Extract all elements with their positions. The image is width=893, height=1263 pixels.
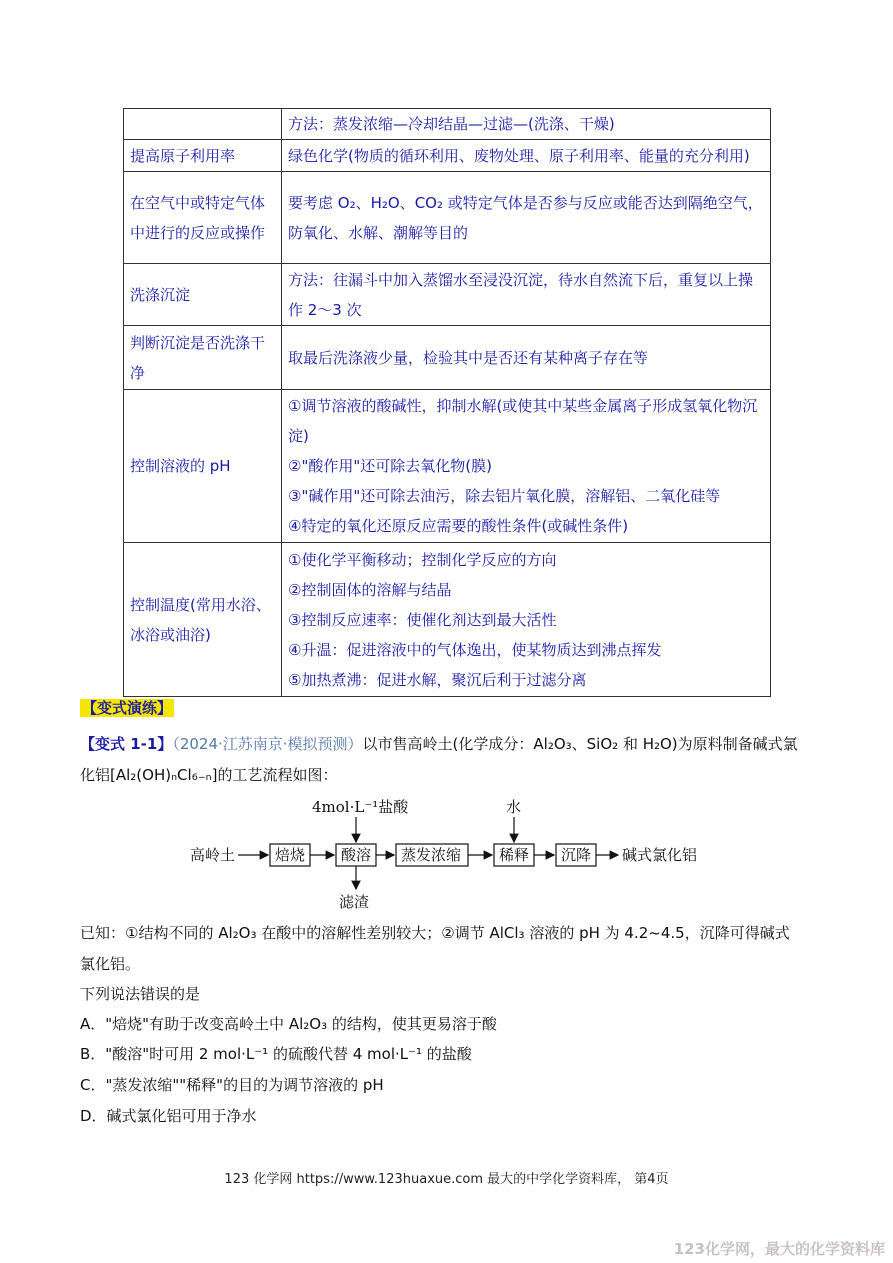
row-content: 绿色化学(物质的循环利用、废物处理、原子利用率、能量的充分利用) [282, 140, 771, 172]
step-dilute: 稀释 [499, 846, 530, 864]
water-input: 水 [506, 798, 522, 816]
acid-input: 4mol·L⁻¹盐酸 [312, 798, 409, 816]
watermark: 123化学网，最大的化学资料库 [673, 1240, 885, 1258]
row-content: 要考虑 O₂、H₂O、CO₂ 或特定气体是否参与反应或能否达到隔绝空气，防氧化、水解、潮解等目的 [282, 172, 771, 264]
row-label: 控制温度(常用水浴、冰浴或油浴) [124, 543, 282, 697]
step-settle: 沉降 [561, 846, 592, 864]
row-content: 方法：往漏斗中加入蒸馏水至浸没沉淀，待水自然流下后，重复以上操作 2～3 次 [282, 264, 771, 326]
question-intro-a: 以市售高岭土(化学成分：Al₂O₃、SiO₂ 和 H₂O)为原料制备碱式氯 [362, 735, 798, 753]
step-evap: 蒸发浓缩 [401, 846, 462, 864]
row-label: 判断沉淀是否洗涤干净 [124, 326, 282, 390]
option-c[interactable]: C．"蒸发浓缩""稀释"的目的为调节溶液的 pH [80, 1076, 384, 1094]
row-label: 在空气中或特定气体中进行的反应或操作 [124, 172, 282, 264]
page-footer: 123 化学网 https://www.123huaxue.com 最大的中学化学资料库， 第4页 [224, 1172, 669, 1187]
table-row [124, 390, 771, 543]
summary-table [123, 108, 771, 697]
option-b[interactable]: B．"酸溶"时可用 2 mol·L⁻¹ 的硫酸代替 4 mol·L⁻¹ 的盐酸 [80, 1045, 472, 1063]
table-row [124, 326, 771, 390]
row-label: 提高原子利用率 [124, 140, 282, 172]
table-row [124, 543, 771, 697]
section-title: 【变式演练】 [82, 699, 173, 717]
table-row [124, 109, 771, 140]
table-row [124, 172, 771, 264]
question-intro-b: 化铝[Al₂(OH)ₙCl₆₋ₙ]的工艺流程如图： [80, 766, 338, 784]
known-line-a: 已知：①结构不同的 Al₂O₃ 在酸中的溶解性差别较大；②调节 AlCl₃ 溶液的 pH 为 4.2~4.5，沉降可得碱式 [80, 924, 790, 942]
row-label [124, 109, 282, 140]
step-roast: 焙烧 [275, 846, 306, 864]
residue-output: 滤渣 [339, 893, 370, 911]
row-content: 取最后洗涤液少量，检验其中是否还有某种离子存在等 [282, 326, 771, 390]
section-heading [80, 697, 174, 719]
row-content: ①使化学平衡移动；控制化学反应的方向 ②控制固体的溶解与结晶 ③控制反应速率：使催化剂达到最大活性 ④升温：促进溶液中的气体逸出，使某物质达到沸点挥发 ⑤加热煮沸：促进水解，聚沉后利于过滤分离 [282, 543, 771, 697]
flow-start: 高岭土 [190, 846, 236, 864]
question-prompt: 下列说法错误的是 [80, 985, 201, 1003]
table-row [124, 264, 771, 326]
row-content: 方法：蒸发浓缩—冷却结晶—过滤—(洗涤、干燥) [282, 109, 771, 140]
step-acid: 酸溶 [341, 846, 372, 864]
row-content: ①调节溶液的酸碱性，抑制水解(或使其中某些金属离子形成氢氧化物沉淀) ②"酸作用"还可除去氧化物(膜) ③"碱作用"还可除去油污，除去铝片氧化膜，溶解铝、二氧化硅等 ④特定的氧化还原反应需要的酸性条件(或碱性条件) [282, 390, 771, 543]
question-source: （2024·江苏南京·模拟预测） [172, 735, 363, 753]
option-a[interactable]: A．"焙烧"有助于改变高岭土中 Al₂O₃ 的结构，使其更易溶于酸 [80, 1015, 497, 1033]
option-d[interactable]: D．碱式氯化铝可用于净水 [80, 1107, 257, 1125]
row-label: 洗涤沉淀 [124, 264, 282, 326]
question-intro [80, 733, 798, 755]
table-row [124, 140, 771, 172]
flow-end: 碱式氯化铝 [622, 846, 698, 864]
row-label: 控制溶液的 pH [124, 390, 282, 543]
question-tag: 【变式 1-1】 [80, 735, 173, 753]
process-flow-diagram [180, 795, 740, 915]
known-line-b: 氯化铝。 [80, 955, 141, 973]
